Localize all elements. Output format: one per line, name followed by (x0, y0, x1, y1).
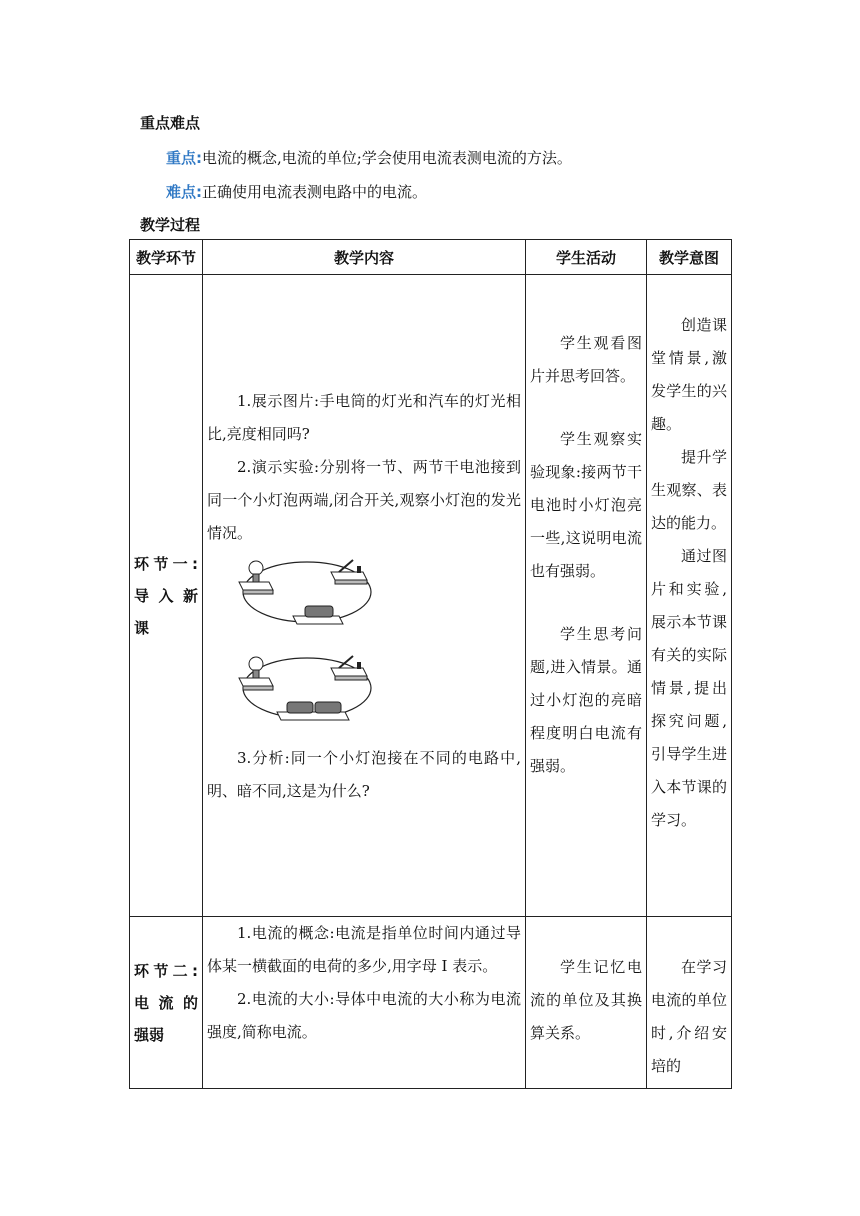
intent-paragraph: 提升学生观察、表达的能力。 (651, 448, 727, 532)
activity-paragraph: 学生观看图片并思考回答。 (530, 334, 642, 385)
content-paragraph: 1.展示图片:手电筒的灯光和汽车的灯光相比,亮度相同吗? (207, 392, 521, 443)
focus-line (166, 147, 572, 168)
switch-icon (331, 560, 367, 584)
circuit-diagram-two-batteries (235, 650, 521, 742)
activity-cell (526, 917, 647, 1089)
battery-icon (293, 606, 343, 624)
process-heading: 教学过程 (140, 216, 201, 234)
intent-cell (647, 917, 732, 1089)
activity-paragraph: 学生观察实验现象:接两节干电池时小灯泡亮一些,这说明电流也有强弱。 (530, 430, 642, 580)
difficulty-line (166, 181, 427, 202)
table-row (130, 275, 732, 917)
content-paragraph: 2.电流的大小:导体中电流的大小称为电流强度,简称电流。 (207, 990, 521, 1041)
stage-line: 电流的 (134, 993, 198, 1012)
activity-paragraph: 学生记忆电流的单位及其换算关系。 (530, 958, 642, 1042)
content-paragraph: 2.演示实验:分别将一节、两节干电池接到同一个小灯泡两端,闭合开关,观察小灯泡的发光情况。 (207, 458, 521, 542)
key-points-heading: 重点难点 (140, 114, 201, 132)
content-paragraph: 3.分析:同一个小灯泡接在不同的电路中,明、暗不同,这是为什么? (207, 749, 521, 800)
content-paragraph: 1.电流的概念:电流是指单位时间内通过导体某一横截面的电荷的多少,用字母 I 表示。 (207, 924, 521, 975)
col-header-content: 教学内容 (203, 240, 526, 275)
intent-paragraph: 通过图片和实验,展示本节课有关的实际情景,提出探究问题,引导学生进入本节课的学习。 (651, 547, 727, 829)
stage-line: 环节二: (134, 961, 198, 980)
intent-paragraph: 在学习电流的单位时,介绍安培的 (651, 958, 727, 1075)
lamp-icon (239, 657, 273, 690)
switch-icon (331, 656, 367, 680)
activity-paragraph: 学生思考问题,进入情景。通过小灯泡的亮暗程度明白电流有强弱。 (530, 625, 642, 775)
col-header-stage: 教学环节 (130, 240, 203, 275)
content-cell (203, 275, 526, 917)
battery-icon (277, 702, 349, 720)
circuit-diagram-one-battery (235, 554, 521, 646)
stage-line: 环节一: (134, 554, 198, 573)
difficulty-label: 难点: (166, 183, 202, 201)
col-header-activity: 学生活动 (526, 240, 647, 275)
focus-text: 电流的概念,电流的单位;学会使用电流表测电流的方法。 (202, 149, 572, 167)
content-cell (203, 917, 526, 1089)
stage-line: 课 (134, 618, 150, 637)
table-header-row (130, 240, 732, 275)
stage-line: 强弱 (134, 1025, 165, 1044)
difficulty-text: 正确使用电流表测电路中的电流。 (202, 183, 428, 201)
teaching-process-table (129, 239, 732, 1089)
stage-cell (130, 275, 203, 917)
col-header-intent: 教学意图 (647, 240, 732, 275)
lamp-icon (239, 561, 273, 594)
activity-cell (526, 275, 647, 917)
intent-cell (647, 275, 732, 917)
stage-cell (130, 917, 203, 1089)
focus-label: 重点: (166, 149, 202, 167)
table-row (130, 917, 732, 1089)
stage-line: 导入新 (134, 586, 198, 605)
intent-paragraph: 创造课堂情景,激发学生的兴趣。 (651, 316, 727, 433)
